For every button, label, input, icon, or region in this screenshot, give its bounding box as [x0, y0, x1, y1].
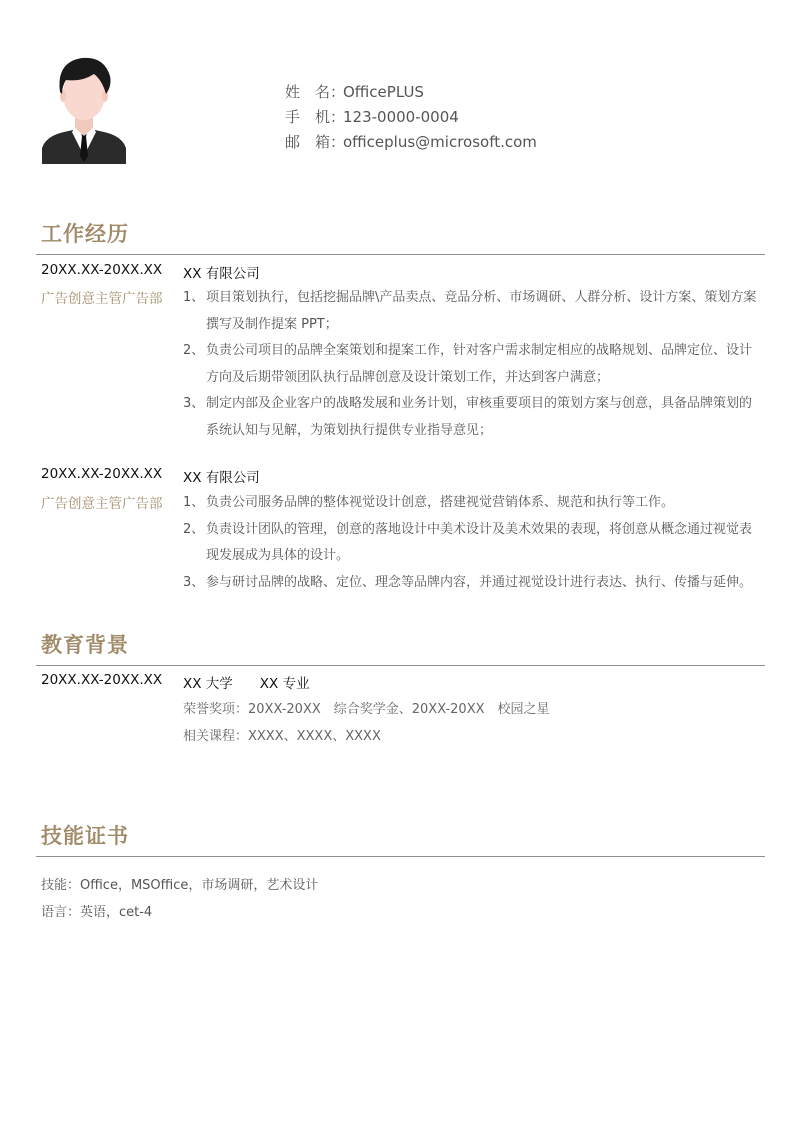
list-number: 3、 — [183, 574, 205, 590]
name-value: OfficePLUS — [343, 83, 424, 101]
list-number: 1、 — [183, 290, 205, 305]
education-date: 20XX.XX-20XX.XX — [41, 672, 163, 688]
list-text: 负责公司项目的品牌全案策划和提案工作，针对客户需求制定相应的战略规划、品牌定位、设计方向及后期带领团队执行品牌创意及设计策划工作，并达到客户满意； — [206, 343, 753, 385]
list-item — [183, 391, 763, 444]
education-honors: 荣誉奖项：20XX-20XX 综合奖学金、20XX-20XX 校园之星 — [183, 702, 550, 717]
list-number: 2、 — [183, 521, 205, 537]
list-item — [183, 338, 763, 391]
work-2-duties — [183, 490, 763, 596]
list-item — [183, 570, 763, 597]
work-1-company: XX 有限公司 — [183, 266, 260, 282]
education-courses: 相关课程：XXXX、XXXX、XXXX — [183, 729, 381, 744]
skills-section-title: 技能证书 — [41, 824, 129, 848]
phone-row — [285, 105, 537, 130]
person-avatar-icon — [42, 52, 126, 164]
education-section-rule — [36, 665, 765, 666]
language-line: 语言：英语，cet-4 — [41, 905, 153, 920]
work-2-company: XX 有限公司 — [183, 470, 260, 486]
work-section-rule — [36, 254, 765, 255]
education-school: XX 大学 XX 专业 — [183, 676, 310, 692]
skills-section-rule — [36, 856, 765, 857]
skills-line: 技能：Office，MSOffice，市场调研，艺术设计 — [41, 878, 319, 893]
name-label: 姓 名： — [285, 83, 346, 101]
work-2-date: 20XX.XX-20XX.XX — [41, 466, 163, 482]
list-item — [183, 517, 763, 570]
list-number: 1、 — [183, 495, 205, 510]
work-1-date: 20XX.XX-20XX.XX — [41, 262, 163, 278]
list-text: 制定内部及企业客户的战略发展和业务计划，审核重要项目的策划方案与创意，具备品牌策划的系统认知与见解，为策划执行提供专业指导意见； — [206, 396, 753, 438]
education-section-title: 教育背景 — [41, 633, 129, 657]
list-number: 2、 — [183, 343, 205, 358]
list-number: 3、 — [183, 396, 205, 411]
list-text: 负责公司服务品牌的整体视觉设计创意，搭建视觉营销体系、规范和执行等工作。 — [206, 495, 675, 510]
list-text: 参与研讨品牌的战略、定位、理念等品牌内容，并通过视觉设计进行表达、执行、传播与延伸。 — [206, 574, 753, 590]
work-1-duties — [183, 285, 763, 444]
list-item — [183, 490, 763, 517]
list-text: 负责设计团队的管理，创意的落地设计中美术设计及美术效果的表现，将创意从概念通过视觉表现发展成为具体的设计。 — [206, 521, 753, 563]
work-section-title: 工作经历 — [41, 222, 129, 246]
name-row — [285, 80, 537, 105]
contact-info — [285, 80, 537, 155]
email-label: 邮 箱： — [285, 133, 346, 151]
list-text: 项目策划执行，包括挖掘品牌\产品卖点、竞品分析、市场调研、人群分析、设计方案、策划方案撰写及制作提案 PPT； — [206, 290, 757, 332]
phone-label: 手 机： — [285, 108, 346, 126]
list-item — [183, 285, 763, 338]
phone-value: 123-0000-0004 — [343, 108, 459, 126]
work-2-role: 广告创意主管广告部 — [41, 496, 163, 512]
email-row — [285, 130, 537, 155]
email-value: officeplus@microsoft.com — [343, 133, 537, 151]
work-1-role: 广告创意主管广告部 — [41, 291, 163, 307]
